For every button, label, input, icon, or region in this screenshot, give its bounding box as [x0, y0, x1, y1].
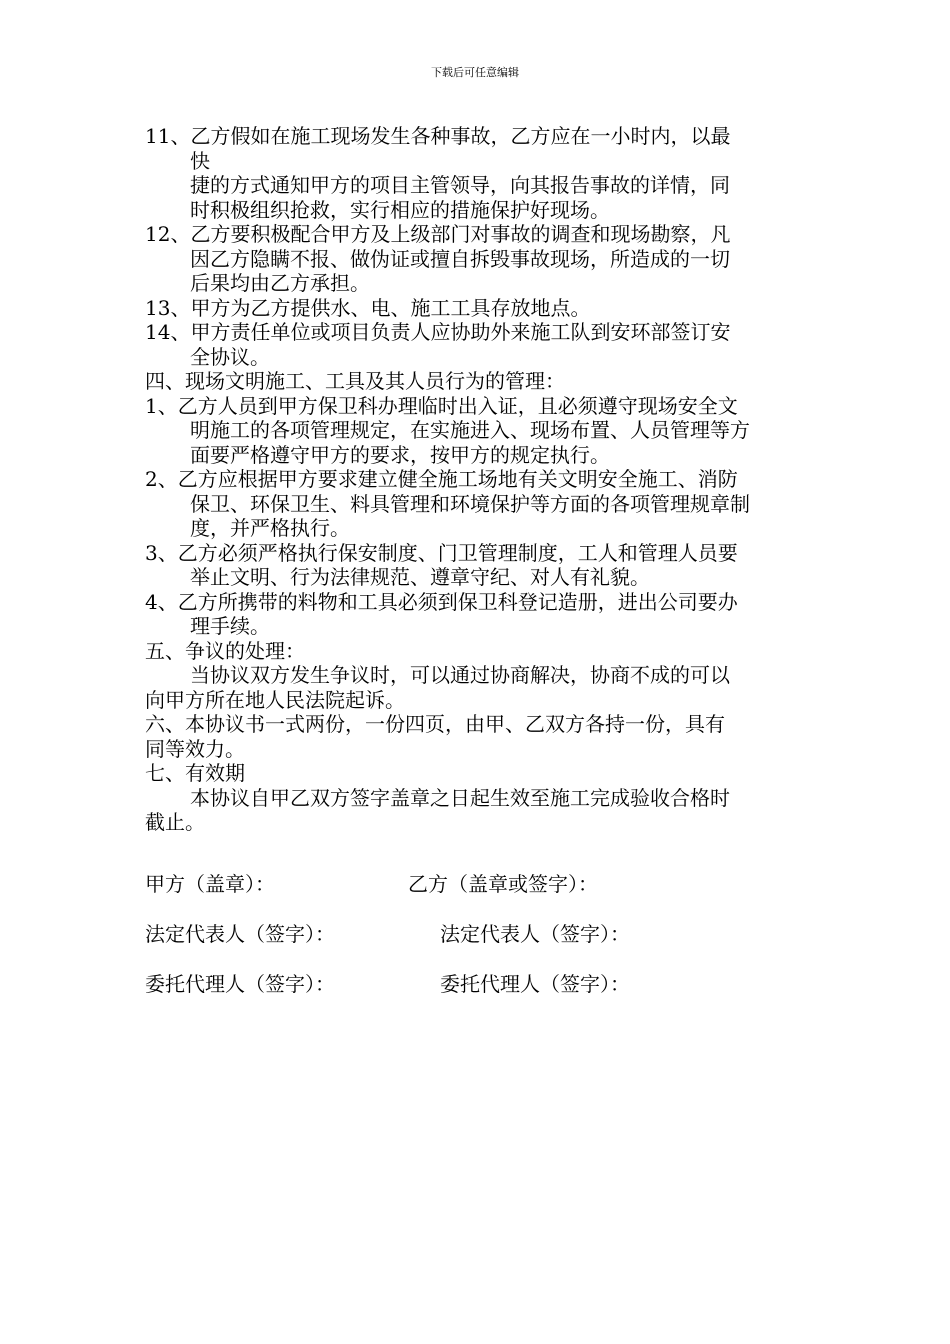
body-line: 明施工的各项管理规定，在实施进入、现场布置、人员管理等方 [190, 418, 750, 442]
party-a-seal-label: 甲方（盖章）： [145, 872, 275, 896]
body-line: 12、乙方要积极配合甲方及上级部门对事故的调查和现场勘察，凡 [145, 222, 731, 246]
body-line: 保卫、环保卫生、料具管理和环境保护等方面的各项管理规章制 [190, 491, 750, 516]
body-line: 13、甲方为乙方提供水、电、施工工具存放地点。 [145, 295, 591, 320]
body-line: 度，并严格执行。 [190, 516, 350, 540]
body-line: 因乙方隐瞒不报、做伪证或擅自拆毁事故现场，所造成的一切 [190, 246, 730, 271]
body-line: 理手续。 [190, 614, 270, 638]
body-line: 11、乙方假如在施工现场发生各种事故，乙方应在一小时内，以最 [145, 124, 731, 148]
body-line: 3、乙方必须严格执行保安制度、门卫管理制度，工人和管理人员要 [145, 540, 738, 565]
body-line: 同等效力。 [145, 736, 245, 761]
body-line: 快 [190, 148, 210, 173]
body-line: 1、乙方人员到甲方保卫科办理临时出入证，且必须遵守现场安全文 [145, 393, 738, 418]
section-heading: 六、本协议书一式两份，一份四页，由甲、乙双方各持一份，具有 [145, 712, 725, 736]
party-a-legal-rep-label: 法定代表人（签字）： [145, 922, 335, 946]
body-line: 面要严格遵守甲方的要求，按甲方的规定执行。 [190, 442, 610, 467]
section-heading: 四、现场文明施工、工具及其人员行为的管理： [145, 369, 565, 393]
party-b-seal-label: 乙方（盖章或签字）： [408, 872, 598, 896]
party-a-agent-label: 委托代理人（签字）： [145, 972, 335, 996]
body-line: 举止文明、行为法律规范、遵章守纪、对人有礼貌。 [190, 565, 650, 589]
body-line: 时积极组织抢救，实行相应的措施保护好现场。 [190, 197, 610, 222]
page-header-note: 下载后可任意编辑 [431, 66, 519, 79]
body-line: 2、乙方应根据甲方要求建立健全施工场地有关文明安全施工、消防 [145, 467, 738, 491]
body-line: 向甲方所在地人民法院起诉。 [145, 687, 405, 712]
body-line: 当协议双方发生争议时，可以通过协商解决，协商不成的可以 [190, 663, 730, 687]
section-heading: 七、有效期 [145, 761, 245, 785]
body-line: 后果均由乙方承担。 [190, 271, 370, 295]
section-heading: 五、争议的处理： [145, 638, 305, 663]
party-b-legal-rep-label: 法定代表人（签字）： [440, 922, 630, 946]
document-body [145, 124, 810, 835]
body-line: 截止。 [145, 810, 205, 834]
body-line: 4、乙方所携带的料物和工具必须到保卫科登记造册，进出公司要办 [145, 589, 738, 614]
body-line: 本协议自甲乙双方签字盖章之日起生效至施工完成验收合格时 [190, 785, 730, 810]
body-line: 全协议。 [190, 344, 270, 369]
body-line: 捷的方式通知甲方的项目主管领导，向其报告事故的详情，同 [190, 173, 730, 197]
body-line: 14、甲方责任单位或项目负责人应协助外来施工队到安环部签订安 [145, 320, 731, 344]
party-b-agent-label: 委托代理人（签字）： [440, 972, 630, 996]
